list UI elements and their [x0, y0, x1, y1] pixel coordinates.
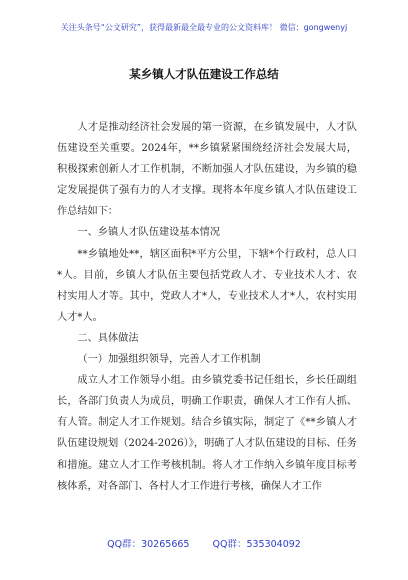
- section-heading: 一、乡镇人才队伍建设基本情况: [77, 227, 221, 239]
- body-paragraph: **乡镇地处**，辖区面积*平方公里，下辖*个行政村，总人口*人。目前，乡镇人才队伍主要包括党政人才、专业技术人才、农村实用人才等。其中，党政人才*人，专业技术人才*人，农村实用人才*人。: [57, 248, 357, 323]
- body-paragraph: 成立人才工作领导小组。由乡镇党委书记任组长，乡长任副组长，各部门负责人为成员，明确工作职责，确保人才工作有人抓、有人管。制定人才工作规划。结合乡镇实际，制定了《**乡镇人才队伍建设规划（2024-2026）》，明确了人才队伍建设的目标、任务和措施。建立人才工作考核机制。将人才工作纳入乡镇年度目标考核体系，对各部门、各村人才工作进行考核，确保人才工作: [57, 375, 357, 492]
- subsection-heading: （一）加强组织领导，完善人才工作机制: [77, 354, 261, 366]
- qq-group-1: QQ群：30265665: [107, 539, 190, 550]
- intro-paragraph: 人才是推动经济社会发展的第一资源，在乡镇发展中，人才队伍建设至关重要。2024年，**乡镇紧紧围绕经济社会发展大局，积极探索创新人才工作机制，不断加强人才队伍建设，为乡镇的稳定发展提供了强有力的人才支撑。现将本年度乡镇人才队伍建设工作总结如下：: [57, 122, 357, 218]
- qq-group-2: QQ群：535304092: [212, 539, 301, 550]
- document-body: [57, 117, 357, 497]
- footer-contact: [0, 536, 408, 550]
- header-banner: 关注头条号“公文研究”，获得最新最全最专业的公文资料库！ 微信：gongwenyj: [60, 23, 348, 32]
- document-title: 某乡镇人才队伍建设工作总结: [129, 67, 279, 81]
- section-heading: 二、具体做法: [77, 332, 139, 344]
